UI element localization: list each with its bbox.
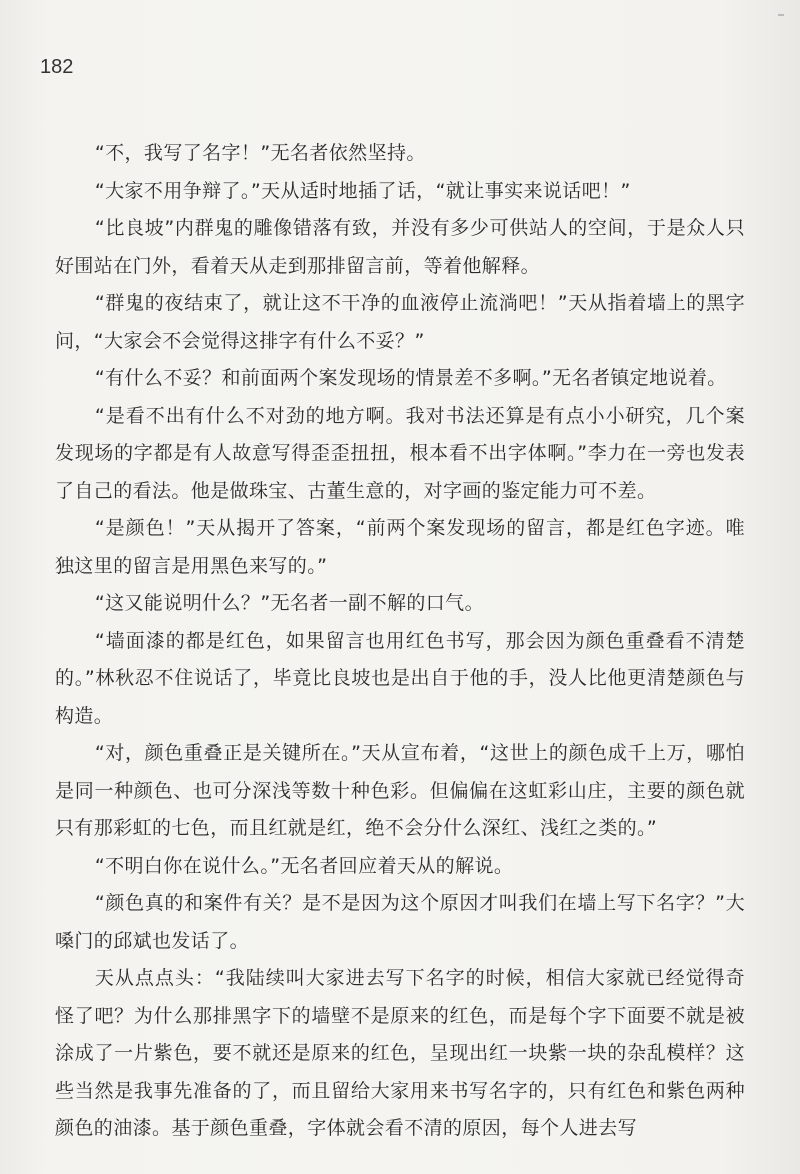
page-number: 182 [40, 56, 74, 78]
paragraph: “是颜色！”天从揭开了答案，“前两个案发现场的留言，都是红色字迹。唯独这里的留言是用黑色来写的。” [55, 517, 745, 577]
page-edge-mark [778, 14, 784, 16]
paragraph: “墙面漆的都是红色，如果留言也用红色书写，那会因为颜色重叠看不清楚的。”林秋忍不住说话了，毕竟比良坡也是出自于他的手，没人比他更清楚颜色与构造。 [55, 629, 745, 727]
paragraph: “不，我写了名字！”无名者依然坚持。 [94, 142, 426, 164]
paragraph: “是看不出有什么不对劲的地方啊。我对书法还算是有点小小研究，几个案发现场的字都是有人故意写得歪歪扭扭，根本看不出字体啊。”李力在一旁也发表了自己的看法。他是做珠宝、古董生意的，对字画的鉴定能力可不差。 [55, 404, 745, 502]
paragraph: “不明白你在说什么。”无名者回应着天从的解说。 [94, 854, 514, 877]
paragraph: “有什么不妥？和前面两个案发现场的情景差不多啊。”无名者镇定地说着。 [94, 367, 727, 389]
paragraph: “对，颜色重叠正是关键所在。”天从宣布着，“这世上的颜色成千上万，哪怕是同一种颜色、也可分深浅等数十种色彩。但偏偏在这虹彩山庄，主要的颜色就只有那彩虹的七色，而且红就是红，绝不会分什么深红、浅红之类的。” [55, 742, 745, 839]
body-text [55, 135, 745, 1148]
paragraph: “大家不用争辩了。”天从适时地插了话，“就让事实来说话吧！” [94, 179, 631, 202]
paragraph: “比良坡”内群鬼的雕像错落有致，并没有多少可供站人的空间，于是众人只好围站在门外，看着天从走到那排留言前，等着他解释。 [55, 217, 745, 277]
paragraph: “这又能说明什么？”无名者一副不解的口气。 [94, 592, 484, 614]
paragraph: “颜色真的和案件有关？是不是因为这个原因才叫我们在墙上写下名字？”大嗓门的邱斌也发话了。 [55, 892, 745, 952]
paragraph: 天从点点头：“我陆续叫大家进去写下名字的时候，相信大家就已经觉得奇怪了吧？为什么那排黑字下的墙壁不是原来的红色，而是每个字下面要不就是被涂成了一片紫色，要不就还是原来的红色，呈现出红一块紫一块的杂乱模样？这些当然是我事先准备的了，而且留给大家用来书写名字的，只有红色和紫色两种颜色的油漆。基于颜色重叠，字体就会看不清的原因，每个人进去写 [55, 967, 745, 1139]
paragraph: “群鬼的夜结束了，就让这不干净的血液停止流淌吧！”天从指着墙上的黑字问，“大家会不会觉得这排字有什么不妥？” [55, 292, 745, 352]
